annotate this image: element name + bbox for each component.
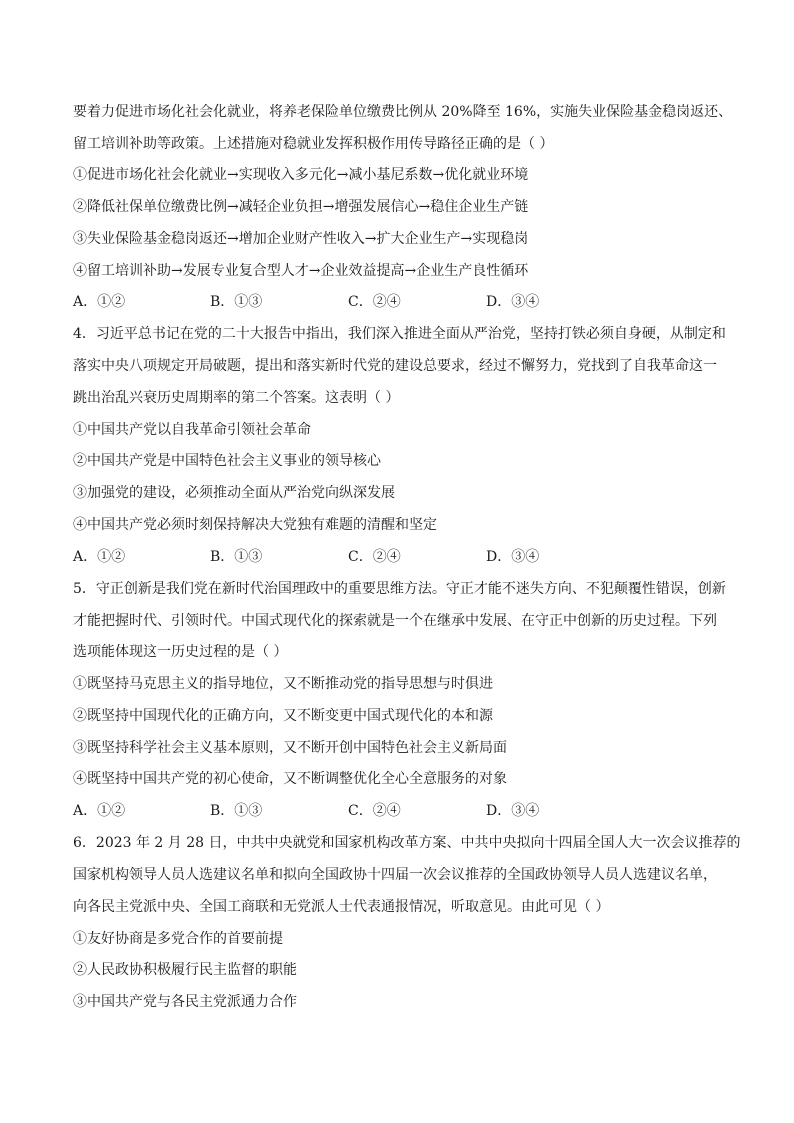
q3-option-b[interactable]: B．①③ [210, 294, 263, 310]
q3-item-3: ③失业保险基金稳岗返还→增加企业财产性收入→扩大企业生产→实现稳岗 [73, 231, 529, 247]
q5-item-4: ④既坚持中国共产党的初心使命，又不断调整优化全心全意服务的对象 [73, 771, 507, 787]
q3-stem-line-1: 要着力促进市场化社会化就业，将养老保险单位缴费比例从 20%降至 16%，实施失业保险基金稳岗返还、 [73, 104, 733, 120]
q4-option-c[interactable]: C．②④ [348, 549, 401, 565]
q6-stem-line-3: 向各民主党派中央、全国工商联和无党派人士代表通报情况，听取意见。由此可见（ ） [73, 899, 610, 915]
q3-item-4: ④留工培训补助→发展专业复合型人才→企业效益提高→企业生产良性循环 [73, 263, 529, 279]
q3-option-d[interactable]: D．③④ [486, 294, 540, 310]
q5-option-a[interactable]: A．①② [73, 803, 126, 819]
q5-stem-line-1: 5．守正创新是我们党在新时代治国理政中的重要思维方法。守正才能不迷失方向、不犯颠覆性错误，创新 [73, 581, 726, 597]
q4-item-1: ①中国共产党以自我革命引领社会革命 [73, 422, 311, 438]
q3-option-a[interactable]: A．①② [73, 294, 126, 310]
q5-option-b[interactable]: B．①③ [210, 803, 263, 819]
q3-item-2: ②降低社保单位缴费比例→减轻企业负担→增强发展信心→稳住企业生产链 [73, 199, 529, 215]
q6-stem-line-2: 国家机构领导人员人选建议名单和拟向全国政协十四届一次会议推荐的全国政协领导人员人选建议名单， [73, 867, 717, 883]
q6-item-1: ①友好协商是多党合作的首要前提 [73, 931, 283, 947]
q6-stem-line-1: 6．2023 年 2 月 28 日，中共中央就党和国家机构改革方案、中共中央拟向十四届全国人大一次会议推荐的 [73, 835, 741, 851]
q5-item-2: ②既坚持中国现代化的正确方向，又不断变更中国式现代化的本和源 [73, 708, 493, 724]
q4-item-2: ②中国共产党是中国特色社会主义事业的领导核心 [73, 453, 381, 469]
q4-option-d[interactable]: D．③④ [486, 549, 540, 565]
q4-option-b[interactable]: B．①③ [210, 549, 263, 565]
q5-item-1: ①既坚持马克思主义的指导地位，又不断推动党的指导思想与时俱进 [73, 676, 493, 692]
q3-item-1: ①促进市场化社会化就业→实现收入多元化→减小基尼系数→优化就业环境 [73, 167, 529, 183]
q3-option-c[interactable]: C．②④ [348, 294, 401, 310]
q3-stem-line-2: 留工培训补助等政策。上述措施对稳就业发挥积极作用传导路径正确的是（ ） [73, 136, 554, 152]
q4-stem-line-3: 跳出治乱兴衰历史周期率的第二个答案。这表明（ ） [73, 390, 400, 406]
q5-stem-line-3: 选项能体现这一历史过程的是（ ） [73, 644, 288, 660]
q4-option-a[interactable]: A．①② [73, 549, 126, 565]
q5-option-c[interactable]: C．②④ [348, 803, 401, 819]
q6-item-3: ③中国共产党与各民主党派通力合作 [73, 994, 297, 1010]
q6-item-2: ②人民政协积极履行民主监督的职能 [73, 962, 297, 978]
q4-item-3: ③加强党的建设，必须推动全面从严治党向纵深发展 [73, 485, 395, 501]
q4-stem-line-1: 4．习近平总书记在党的二十大报告中指出，我们深入推进全面从严治党，坚持打铁必须自身硬，从制定和 [73, 326, 726, 342]
q5-option-d[interactable]: D．③④ [486, 803, 540, 819]
q5-stem-line-2: 才能把握时代、引领时代。中国式现代化的探索就是一个在继承中发展、在守正中创新的历史过程。下列 [73, 613, 717, 629]
q4-stem-line-2: 落实中央八项规定开局破题，提出和落实新时代党的建设总要求，经过不懈努力，党找到了自我革命这一 [73, 358, 717, 374]
q5-item-3: ③既坚持科学社会主义基本原则，又不断开创中国特色社会主义新局面 [73, 740, 507, 756]
q4-item-4: ④中国共产党必须时刻保持解决大党独有难题的清醒和坚定 [73, 517, 437, 533]
